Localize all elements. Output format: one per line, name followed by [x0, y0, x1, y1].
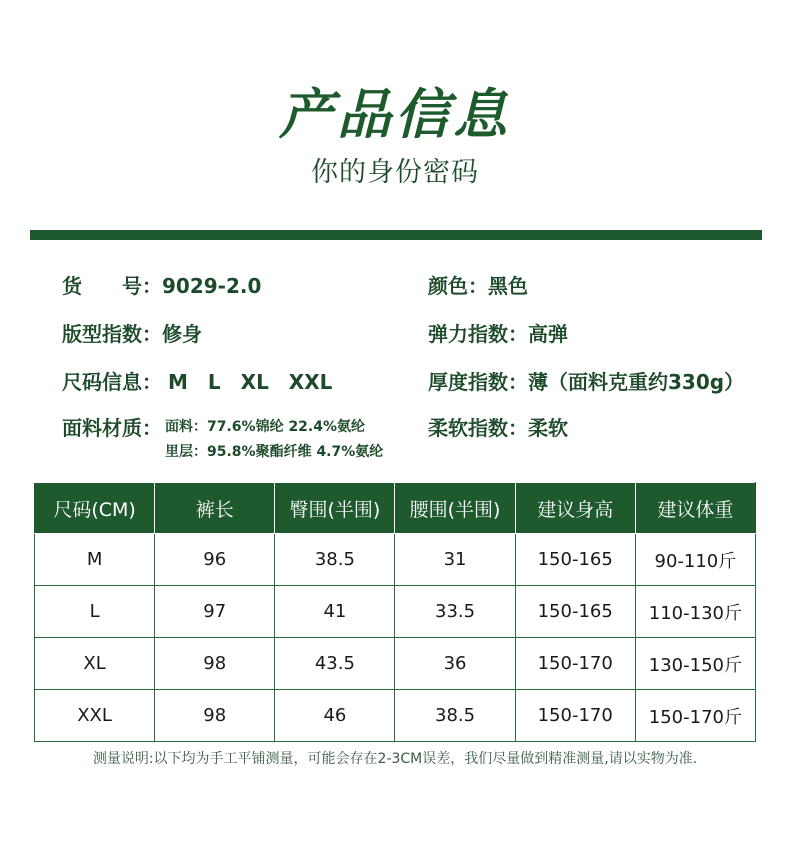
table-cell: 36	[395, 638, 515, 690]
table-cell: 150-170	[515, 638, 635, 690]
softness-label: 柔软指数：	[428, 416, 528, 440]
table-header-row	[35, 483, 756, 534]
info-material	[62, 412, 162, 441]
sizes-label: 尺码信息：	[62, 370, 162, 394]
softness-value: 柔软	[528, 416, 568, 440]
table-cell: 31	[395, 534, 515, 586]
divider	[30, 230, 762, 240]
page-title: 产品信息	[279, 83, 511, 146]
item-no-value: 9029-2.0	[162, 274, 262, 298]
table-cell: 130-150斤	[635, 638, 755, 690]
header-hip: 臀围(半围)	[275, 483, 395, 534]
info-softness	[428, 412, 568, 441]
header-waist: 腰围(半围)	[395, 483, 515, 534]
info-color	[428, 270, 528, 299]
info-fit	[62, 318, 202, 347]
material-line-2: 里层：95.8%聚酯纤维 4.7%氨纶	[165, 444, 384, 460]
material-label: 面料材质：	[62, 416, 162, 440]
table-cell: 46	[275, 690, 395, 742]
table-cell: 150-165	[515, 534, 635, 586]
color-label: 颜色：	[428, 274, 488, 298]
size-table	[34, 482, 756, 742]
fit-label: 版型指数：	[62, 322, 162, 346]
table-cell: 33.5	[395, 586, 515, 638]
table-cell: M	[35, 534, 155, 586]
info-item-no	[62, 270, 261, 299]
measurement-note: 测量说明:以下均为手工平铺测量，可能会存在2-3CM误差，我们尽量做到精准测量,请以实物为准.	[92, 751, 698, 767]
table-cell: 97	[155, 586, 275, 638]
table-cell: L	[35, 586, 155, 638]
thickness-value: 薄（面料克重约330g）	[528, 370, 745, 394]
table-cell: 98	[155, 638, 275, 690]
header-weight: 建议体重	[635, 483, 755, 534]
table-cell: 96	[155, 534, 275, 586]
table-row	[35, 586, 756, 638]
table-row	[35, 690, 756, 742]
color-value: 黑色	[488, 274, 528, 298]
table-cell: 38.5	[395, 690, 515, 742]
page-subtitle: 你的身份密码	[311, 157, 479, 188]
thickness-label: 厚度指数：	[428, 370, 528, 394]
material-line-1: 面料：77.6%锦纶 22.4%氨纶	[165, 419, 366, 435]
header-size: 尺码(CM)	[35, 483, 155, 534]
table-row	[35, 534, 756, 586]
header-height: 建议身高	[515, 483, 635, 534]
stretch-label: 弹力指数：	[428, 322, 528, 346]
fit-value: 修身	[162, 322, 202, 346]
table-cell: 150-170	[515, 690, 635, 742]
table-cell: 150-170斤	[635, 690, 755, 742]
table-cell: 98	[155, 690, 275, 742]
header-length: 裤长	[155, 483, 275, 534]
info-stretch	[428, 318, 568, 347]
table-cell: 41	[275, 586, 395, 638]
table-cell: 38.5	[275, 534, 395, 586]
table-cell: XXL	[35, 690, 155, 742]
info-thickness	[428, 366, 744, 395]
info-sizes	[62, 366, 332, 395]
item-no-label: 货 号：	[62, 274, 162, 298]
table-row	[35, 638, 756, 690]
table-cell: 43.5	[275, 638, 395, 690]
sizes-value: M L XL XXL	[168, 370, 333, 394]
table-cell: 110-130斤	[635, 586, 755, 638]
table-cell: 150-165	[515, 586, 635, 638]
table-cell: 90-110斤	[635, 534, 755, 586]
table-cell: XL	[35, 638, 155, 690]
stretch-value: 高弹	[528, 322, 568, 346]
